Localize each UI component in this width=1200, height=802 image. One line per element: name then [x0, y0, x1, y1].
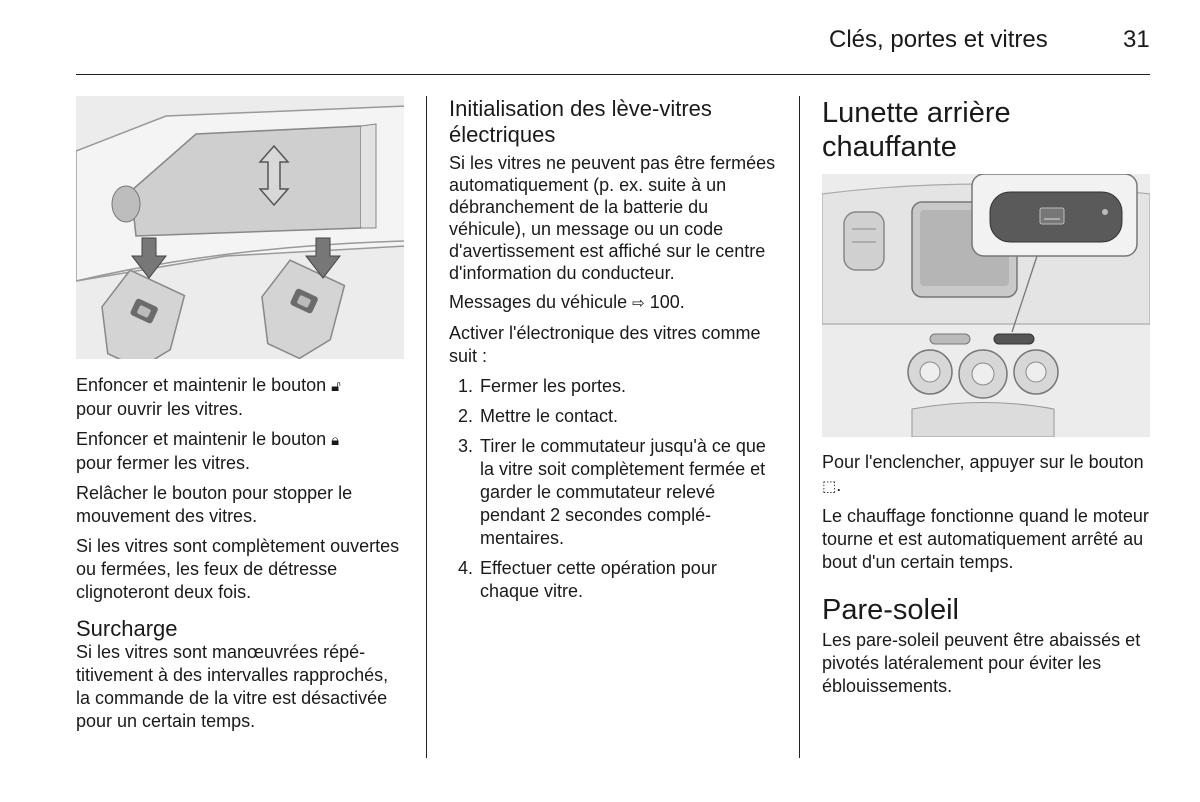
- paragraph: [822, 451, 1152, 498]
- list-item-number: 1.: [458, 376, 474, 396]
- paragraph: Le chauffage fonctionne quand le moteur tourne et est automatiquement arrêté au bout d'un certain temps.: [822, 506, 1149, 572]
- column-left: [76, 96, 406, 740]
- header-title: Clés, portes et vitres: [829, 26, 1048, 53]
- section-heading: Pare-soleil: [822, 594, 959, 626]
- paragraph: [76, 428, 406, 475]
- paragraph-text: .: [836, 475, 842, 495]
- list-item: [449, 405, 779, 428]
- list-item: [449, 435, 779, 550]
- section-heading: Initialisation des lève-vitres électriques: [449, 96, 712, 147]
- paragraph: Si les vitres sont manœuvrées répétitivement à des intervalles rapprochés, la commande de la vitre est désactivée pour un certain temps.: [76, 642, 389, 731]
- page-number: 31: [1123, 26, 1150, 53]
- list-item: [449, 375, 779, 398]
- paragraph-text: Messages du véhicule: [449, 292, 628, 312]
- paragraph-text: Enfoncer et maintenir le bouton: [76, 429, 327, 449]
- list-item: [449, 557, 779, 603]
- column-right: [822, 96, 1152, 705]
- paragraph: [76, 374, 406, 421]
- paragraph: Relâcher le bouton pour stopper le mouvement des vitres.: [76, 483, 353, 526]
- page-reference-number: 100.: [649, 292, 685, 312]
- window-keyfob-illustration: [76, 96, 404, 359]
- list-item-number: 3.: [458, 436, 474, 456]
- dashboard-defrost-illustration: [822, 174, 1150, 437]
- steps-list: [449, 375, 779, 603]
- column-divider: [426, 96, 427, 758]
- key-unlock-icon: 🔓︎: [331, 377, 341, 395]
- paragraph-text: pour fermer les vitres.: [76, 453, 251, 473]
- paragraph: Si les vitres sont complètement ouvertes ou fermées, les feux de détresse clignoteront deux fois.: [76, 536, 400, 602]
- paragraph: Activer l'électronique des vitres comme suit :: [449, 323, 761, 366]
- paragraph-text: pour ouvrir les vitres.: [76, 399, 244, 419]
- section-heading: Surcharge: [76, 616, 178, 641]
- list-item-text: Effectuer cette opération pour chaque vitre.: [480, 558, 717, 601]
- page-reference-icon: ⇨: [632, 294, 645, 312]
- list-item-text: Mettre le contact.: [480, 406, 619, 426]
- paragraph: [449, 291, 779, 315]
- header-rule: [76, 74, 1150, 75]
- column-divider: [799, 96, 800, 758]
- section-heading: Lunette arrière chauffante: [822, 97, 1011, 163]
- column-middle: [449, 96, 779, 610]
- paragraph: Les pare-soleil peuvent être abaissés et pivotés latéralement pour éviter les éblouissements.: [822, 630, 1141, 696]
- key-lock-icon: 🔒︎: [331, 431, 340, 449]
- paragraph: Si les vitres ne peuvent pas être fermées automatiquement (p. ex. suite à un débranchement de la batterie du véhicule), un message ou un code d'avertissement est affiché sur le centre d'information du conducteur.: [449, 153, 776, 283]
- list-item-text: Tirer le commutateur jusqu'à ce que la vitre soit complètement fermée et garder le commutateur relevé pendant 2 secondes complémentaires.: [480, 436, 766, 548]
- paragraph-text: Pour l'enclencher, appuyer sur le bouton: [822, 452, 1144, 472]
- list-item-number: 4.: [458, 558, 474, 578]
- rear-defrost-icon: ⬚: [822, 477, 837, 495]
- list-item-number: 2.: [458, 406, 474, 426]
- paragraph-text: Enfoncer et maintenir le bouton: [76, 375, 327, 395]
- list-item-text: Fermer les portes.: [480, 376, 627, 396]
